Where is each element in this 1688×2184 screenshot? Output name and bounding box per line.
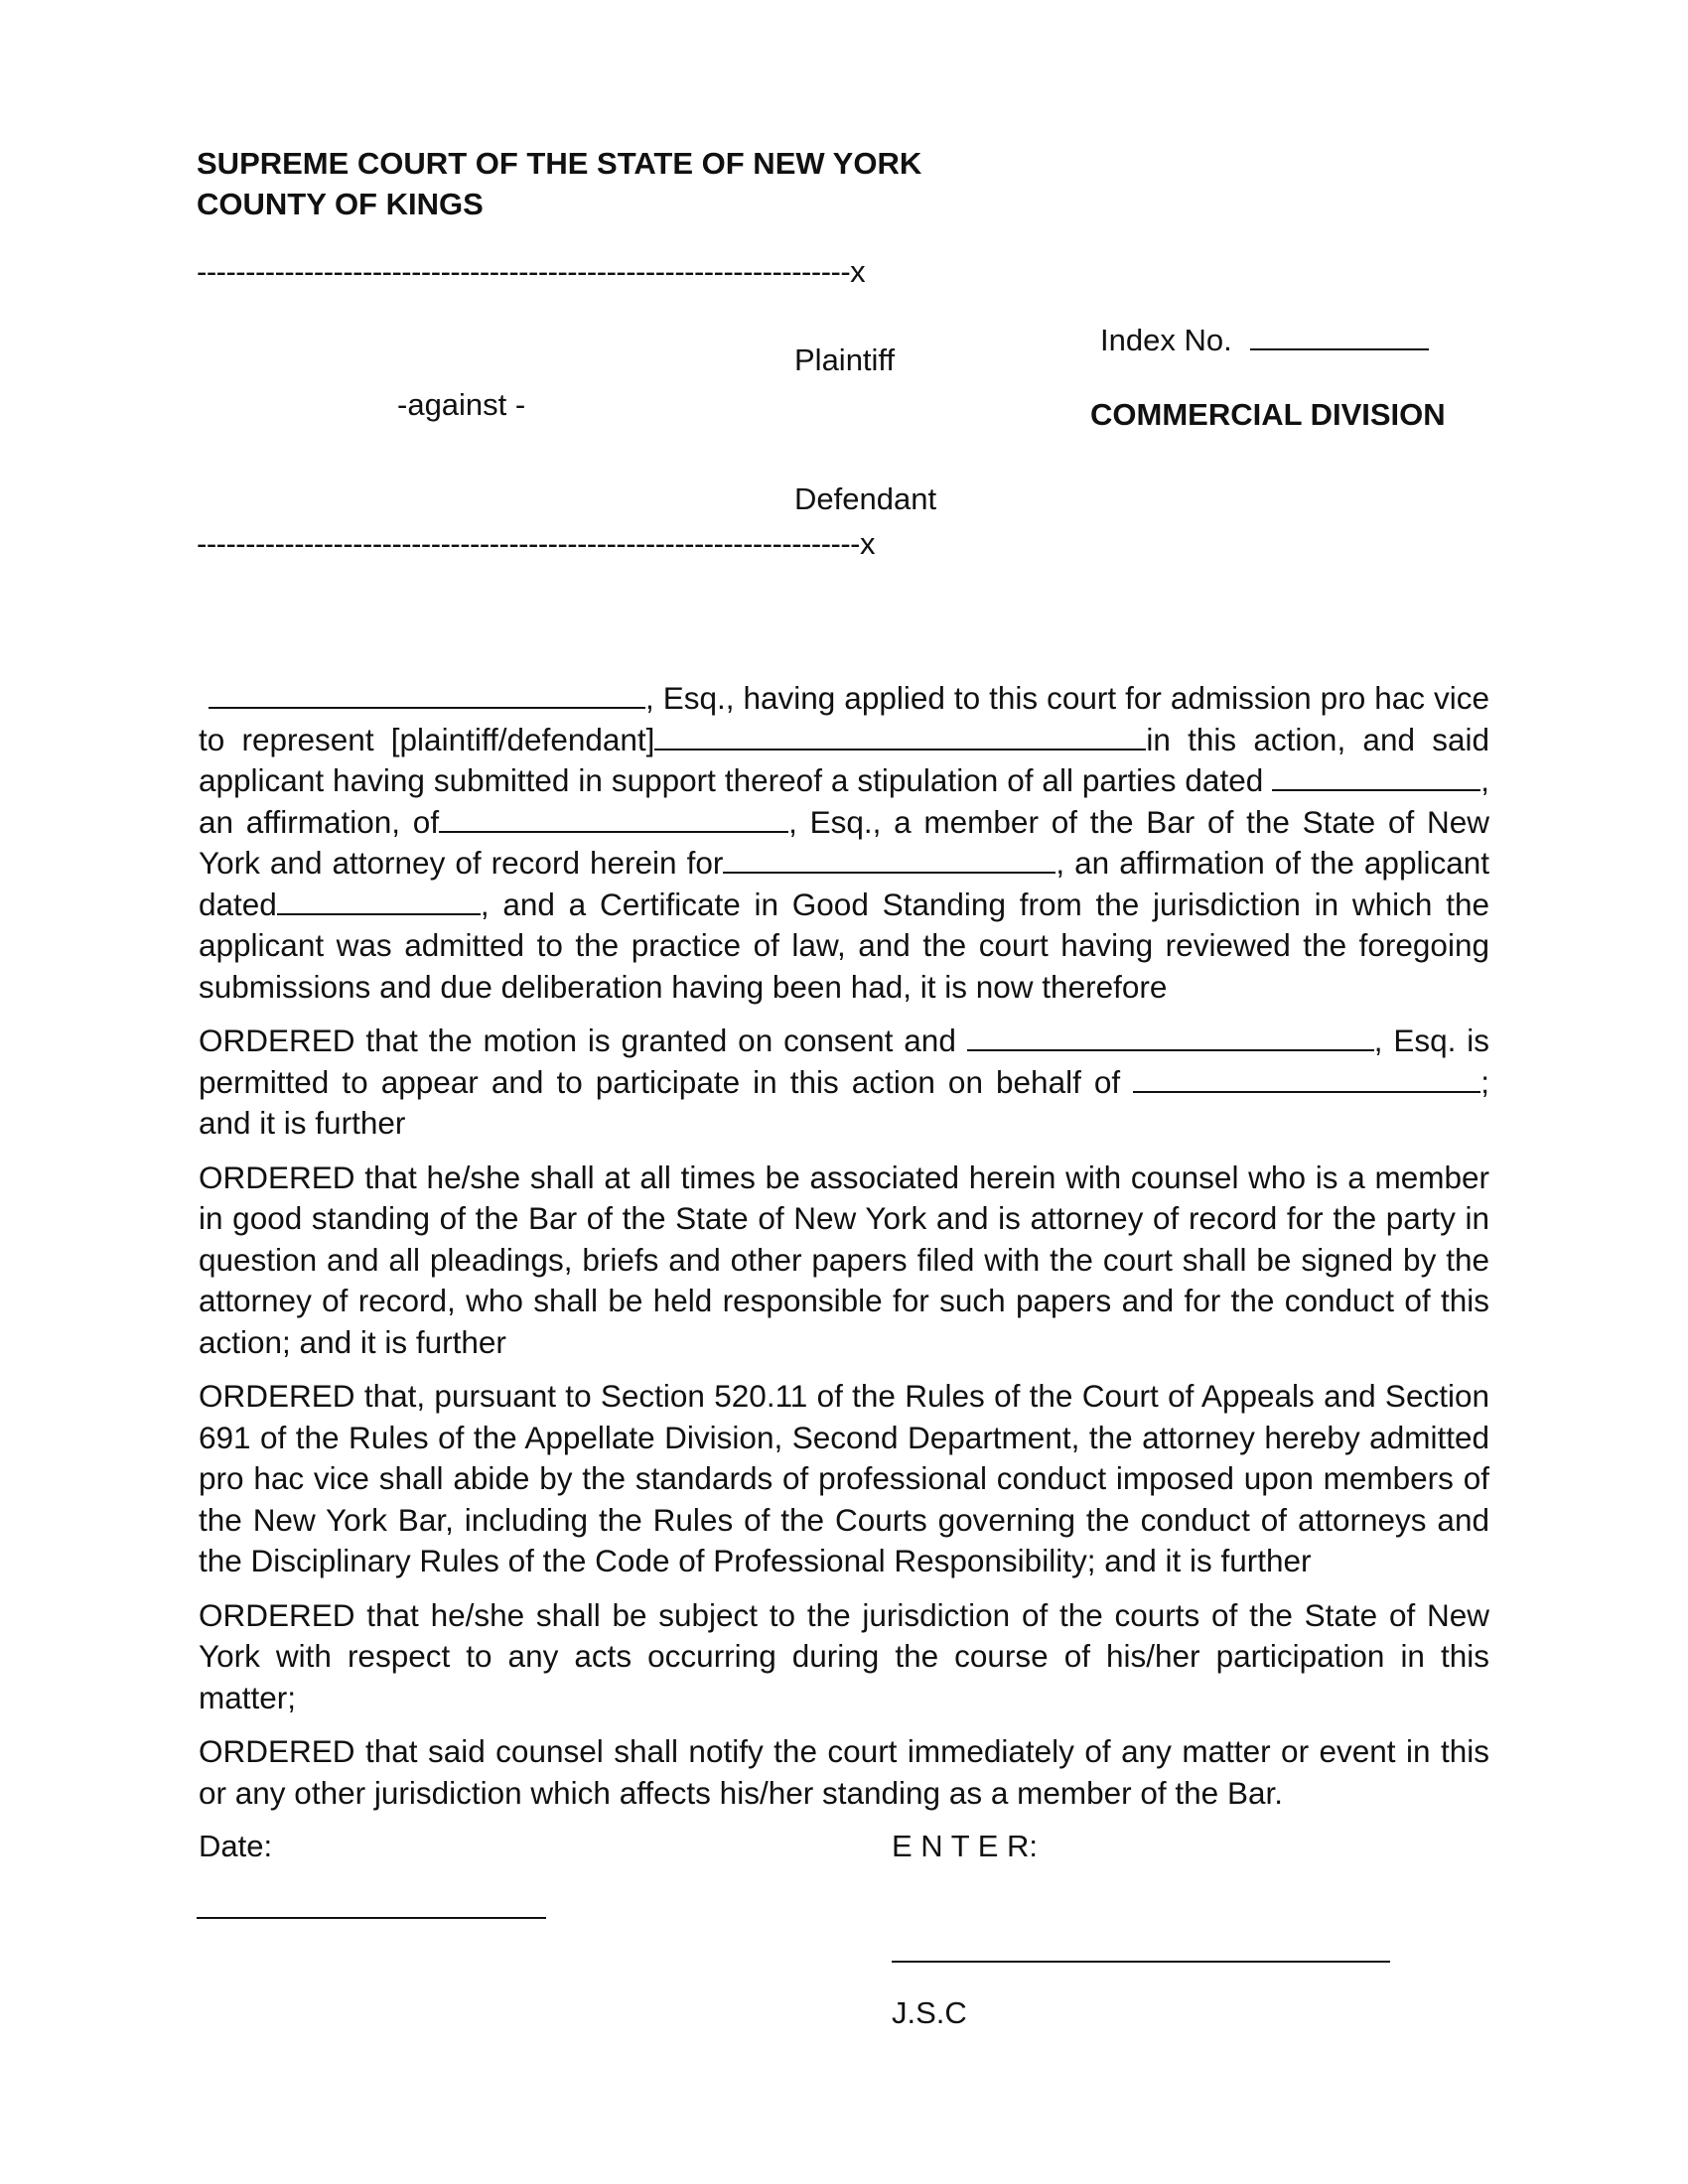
recital-text-2: in this action, and said applicant having submitted in support thereof a stipulation of all parties dated [199, 721, 1489, 798]
date-line[interactable] [197, 1917, 546, 1919]
jsc-label: J.S.C [892, 1995, 967, 2030]
recital-text-1: , Esq., having applied to this court for admission pro hac vice to represent [plaintiff/defendant] [199, 680, 1489, 757]
order-body [199, 678, 1489, 1827]
index-number-field[interactable] [1250, 323, 1429, 350]
recital-text-6: , and a Certificate in Good Standing from the jurisdiction in which the applicant was admitted to the practice of law, and the court having reviewed the foregoing submissions and due deliberation having been had, it is now therefore [199, 886, 1489, 1005]
recital-paragraph [199, 678, 1489, 1008]
order1-text-1: ORDERED that the motion is granted on consent and [199, 1023, 967, 1058]
order-paragraph-3: ORDERED that, pursuant to Section 520.11 of the Rules of the Court of Appeals and Section 691 of the Rules of the Appellate Division, Second Department, the attorney hereby admitted pro hac vice shall abide by the standards of professional conduct imposed upon members of the New York Bar, including the Rules of the Courts governing the conduct of attorneys and the Disciplinary Rules of the Code of Professional Responsibility; and it is further [199, 1378, 1489, 1578]
court-name: SUPREME COURT OF THE STATE OF NEW YORK [197, 146, 922, 181]
recital-text-3: , an affirmation, of [199, 762, 1489, 840]
admitted-attorney-field[interactable] [967, 1024, 1374, 1051]
plaintiff-label: Plaintiff [794, 342, 896, 377]
recital-text-5: , an affirmation of the applicant dated [199, 845, 1489, 922]
order1-text-3: ; and it is further [199, 1063, 1489, 1141]
caption-divider-bottom: --------------------------------------------------------------------x [197, 526, 875, 561]
order-paragraph-4: ORDERED that he/she shall be subject to the jurisdiction of the courts of the State of New York with respect to any acts occurring during the course of his/her participation in this matter; [199, 1596, 1489, 1715]
affirming-attorney-field[interactable] [439, 805, 788, 833]
division-label: COMMERCIAL DIVISION [1090, 397, 1446, 432]
represented-party-field[interactable] [654, 723, 1146, 751]
date-label: Date: [199, 1829, 273, 1863]
applicant-name-field[interactable] [209, 681, 645, 709]
judge-signature-line[interactable] [892, 1961, 1390, 1963]
court-title [197, 143, 921, 224]
defendant-label: Defendant [794, 481, 937, 516]
county-name: COUNTY OF KINGS [197, 187, 484, 221]
applicant-affirmation-date-field[interactable] [277, 887, 481, 915]
caption-divider-top: -------------------------------------------------------------------x [197, 254, 866, 289]
recital-text-4: , Esq., a member of the Bar of the State of New York and attorney of record herein for [199, 803, 1489, 881]
against-label: -against - [397, 387, 526, 422]
index-number-label: Index No. [1100, 323, 1232, 357]
enter-label: E N T E R: [892, 1829, 1039, 1863]
index-number [1100, 323, 1429, 358]
behalf-of-field[interactable] [1133, 1065, 1480, 1093]
order-paragraph-1 [199, 1021, 1489, 1145]
order-paragraph-5: ORDERED that said counsel shall notify the court immediately of any matter or event in this or any other jurisdiction which affects his/her standing as a member of the Bar. [199, 1733, 1489, 1811]
order-paragraph-2: ORDERED that he/she shall at all times be associated herein with counsel who is a member in good standing of the Bar of the State of New York and is attorney of record for the party in question and all pleadings, briefs and other papers filed with the court shall be signed by the attorney of record, who shall be held responsible for such papers and for the conduct of this action; and it is further [199, 1159, 1489, 1360]
order1-text-2: , Esq. is permitted to appear and to participate in this action on behalf of [199, 1023, 1489, 1100]
record-party-field[interactable] [723, 846, 1055, 874]
stipulation-date-field[interactable] [1272, 763, 1480, 791]
